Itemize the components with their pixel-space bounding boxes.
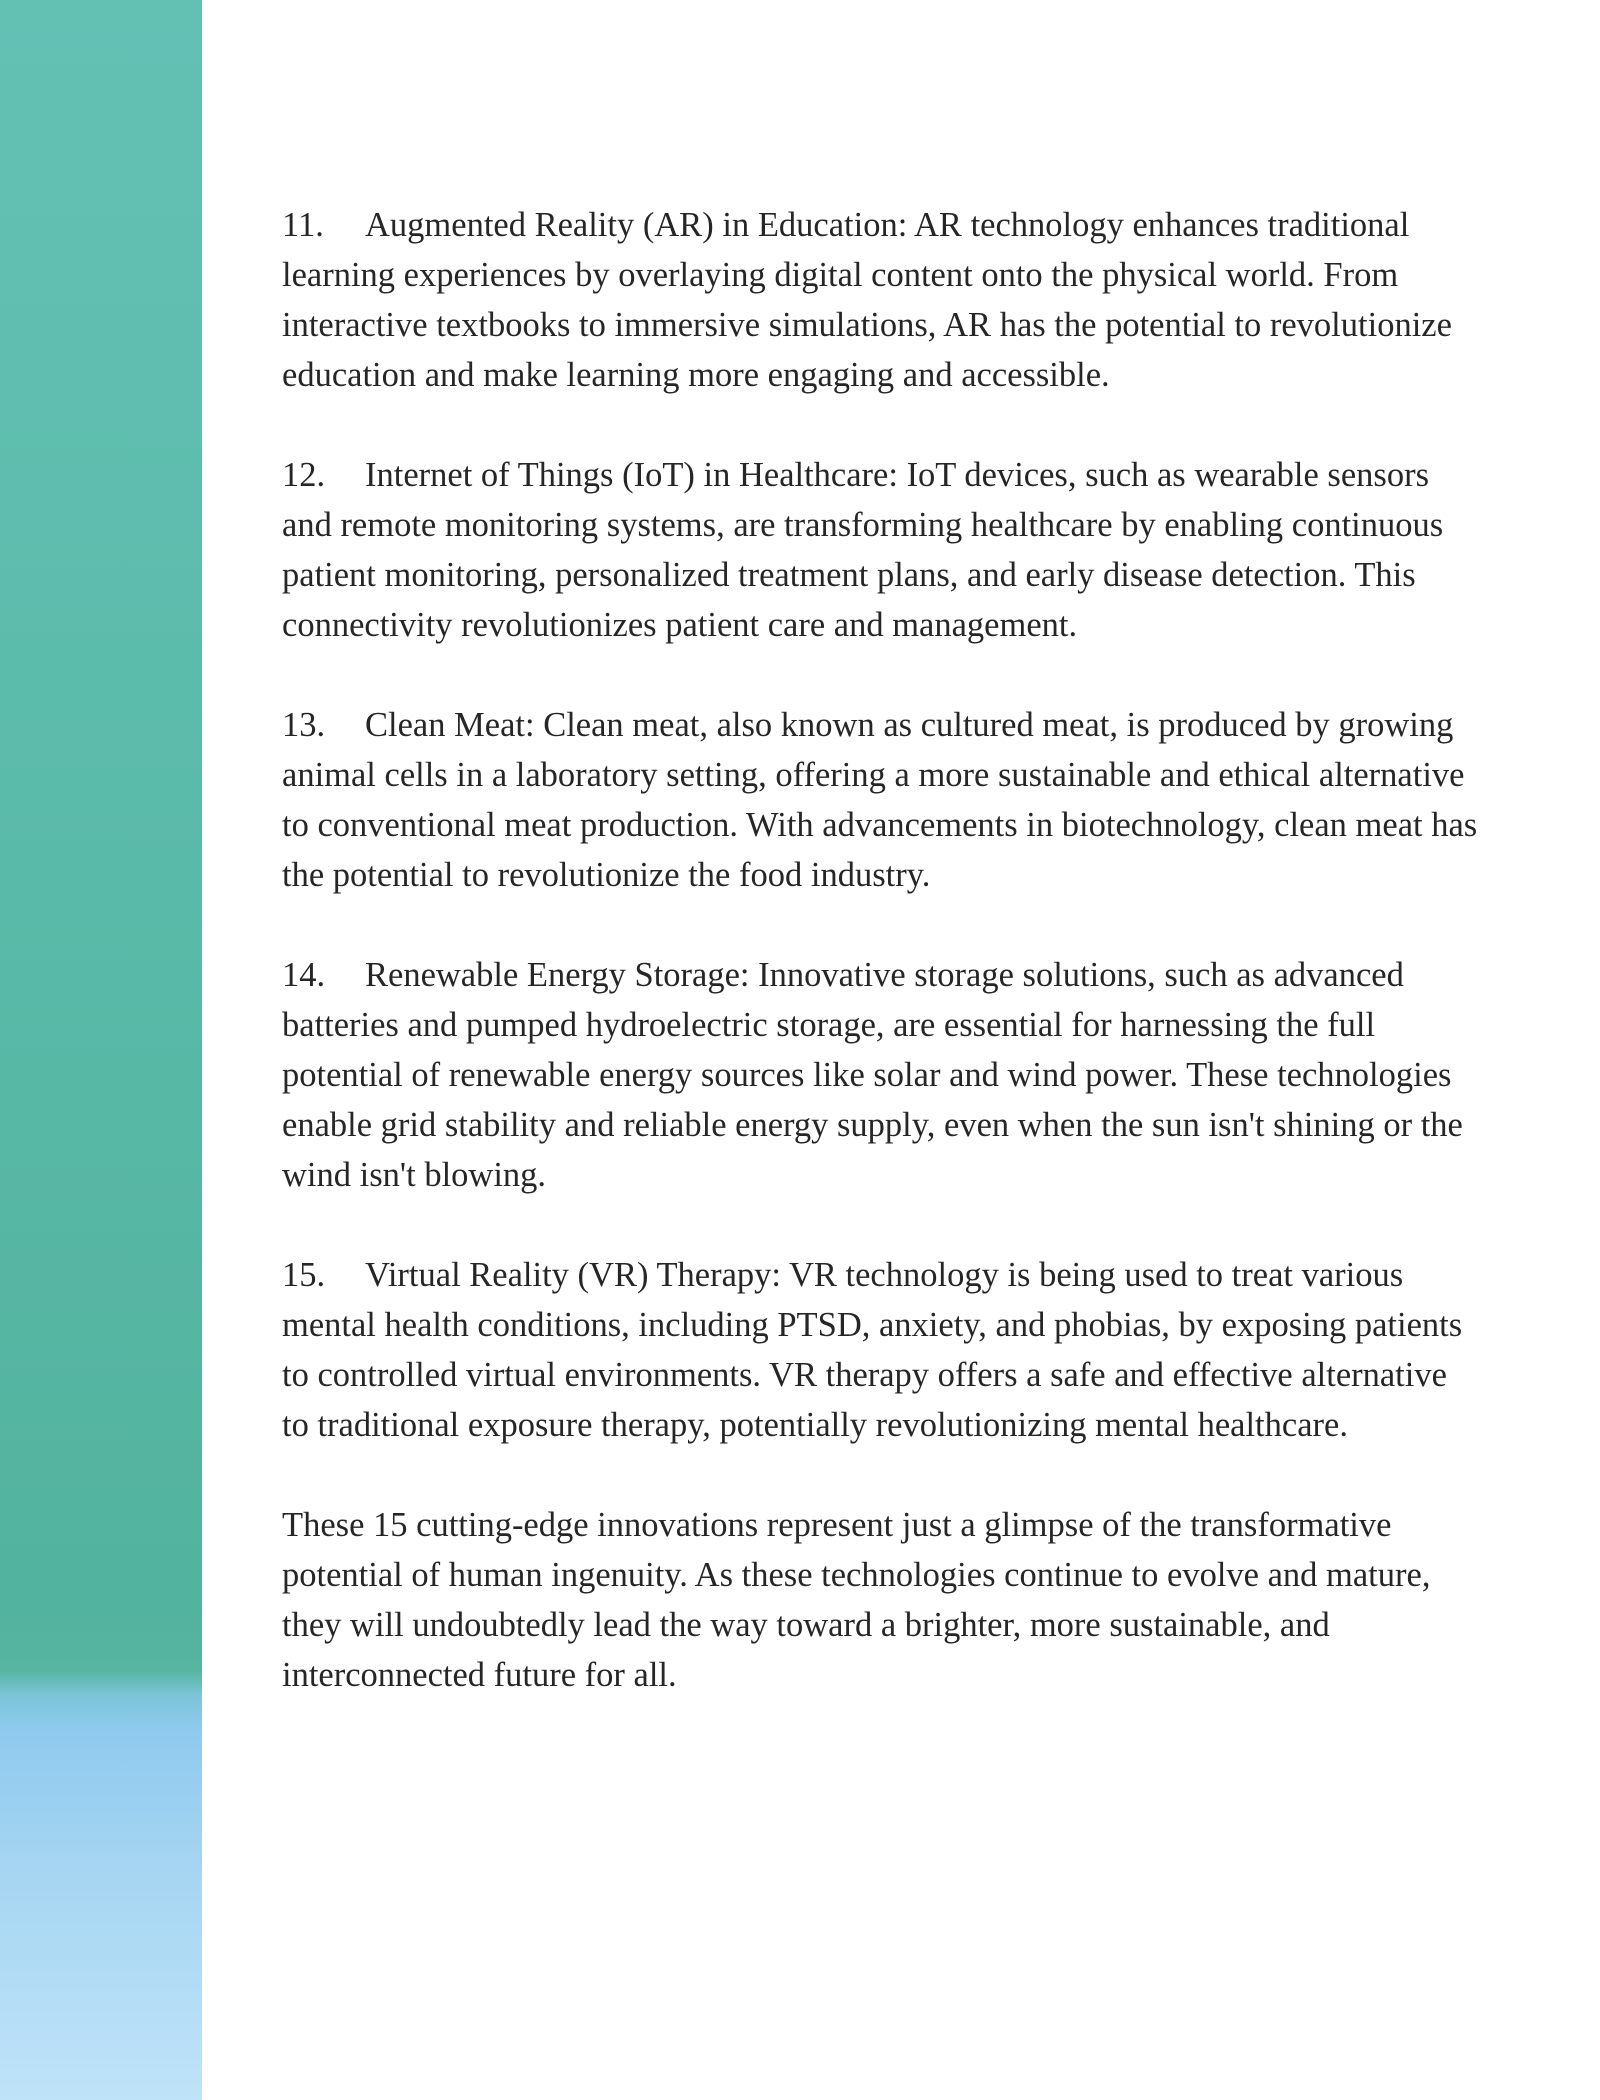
item-text: Renewable Energy Storage: Innovative storage solutions, such as advanced batteries and pumped hydroelectric storage, are essential for harnessing the full potential of renewable energy sources like solar and wind power. These technologies enable grid stability and reliable energy supply, even when the sun isn't shining or the wind isn't blowing.: [282, 956, 1463, 1194]
list-item-11: [282, 200, 1482, 400]
item-number: 14.: [282, 956, 326, 994]
item-text: Augmented Reality (AR) in Education: AR technology enhances traditional learning experiences by overlaying digital content onto the physical world. From interactive textbooks to immersive simulations, AR has the potential to revolutionize education and make learning more engaging and accessible.: [282, 206, 1452, 394]
item-number: 11.: [282, 206, 324, 244]
item-number: 12.: [282, 456, 326, 494]
item-number: 13.: [282, 706, 326, 744]
list-item-15: [282, 1250, 1482, 1450]
item-text: Clean Meat: Clean meat, also known as cultured meat, is produced by growing animal cells in a laboratory setting, offering a more sustainable and ethical alternative to conventional meat production. With advancements in biotechnology, clean meat has the potential to revolutionize the food industry.: [282, 706, 1478, 894]
list-item-14: [282, 950, 1482, 1200]
item-text: Internet of Things (IoT) in Healthcare: IoT devices, such as wearable sensors and remote monitoring systems, are transforming healthcare by enabling continuous patient monitoring, personalized treatment plans, and early disease detection. This connectivity revolutionizes patient care and management.: [282, 456, 1444, 644]
list-item-12: [282, 450, 1482, 650]
list-item-13: [282, 700, 1482, 900]
document-body: [282, 200, 1482, 1750]
decorative-side-band: [0, 0, 202, 2100]
item-text: Virtual Reality (VR) Therapy: VR technology is being used to treat various mental health conditions, including PTSD, anxiety, and phobias, by exposing patients to controlled virtual environments. VR therapy offers a safe and effective alternative to traditional exposure therapy, potentially revolutionizing mental healthcare.: [282, 1256, 1463, 1444]
conclusion-paragraph: These 15 cutting-edge innovations represent just a glimpse of the transformative potential of human ingenuity. As these technologies continue to evolve and mature, they will undoubtedly lead the way toward a brighter, more sustainable, and interconnected future for all.: [282, 1506, 1431, 1694]
item-number: 15.: [282, 1256, 326, 1294]
